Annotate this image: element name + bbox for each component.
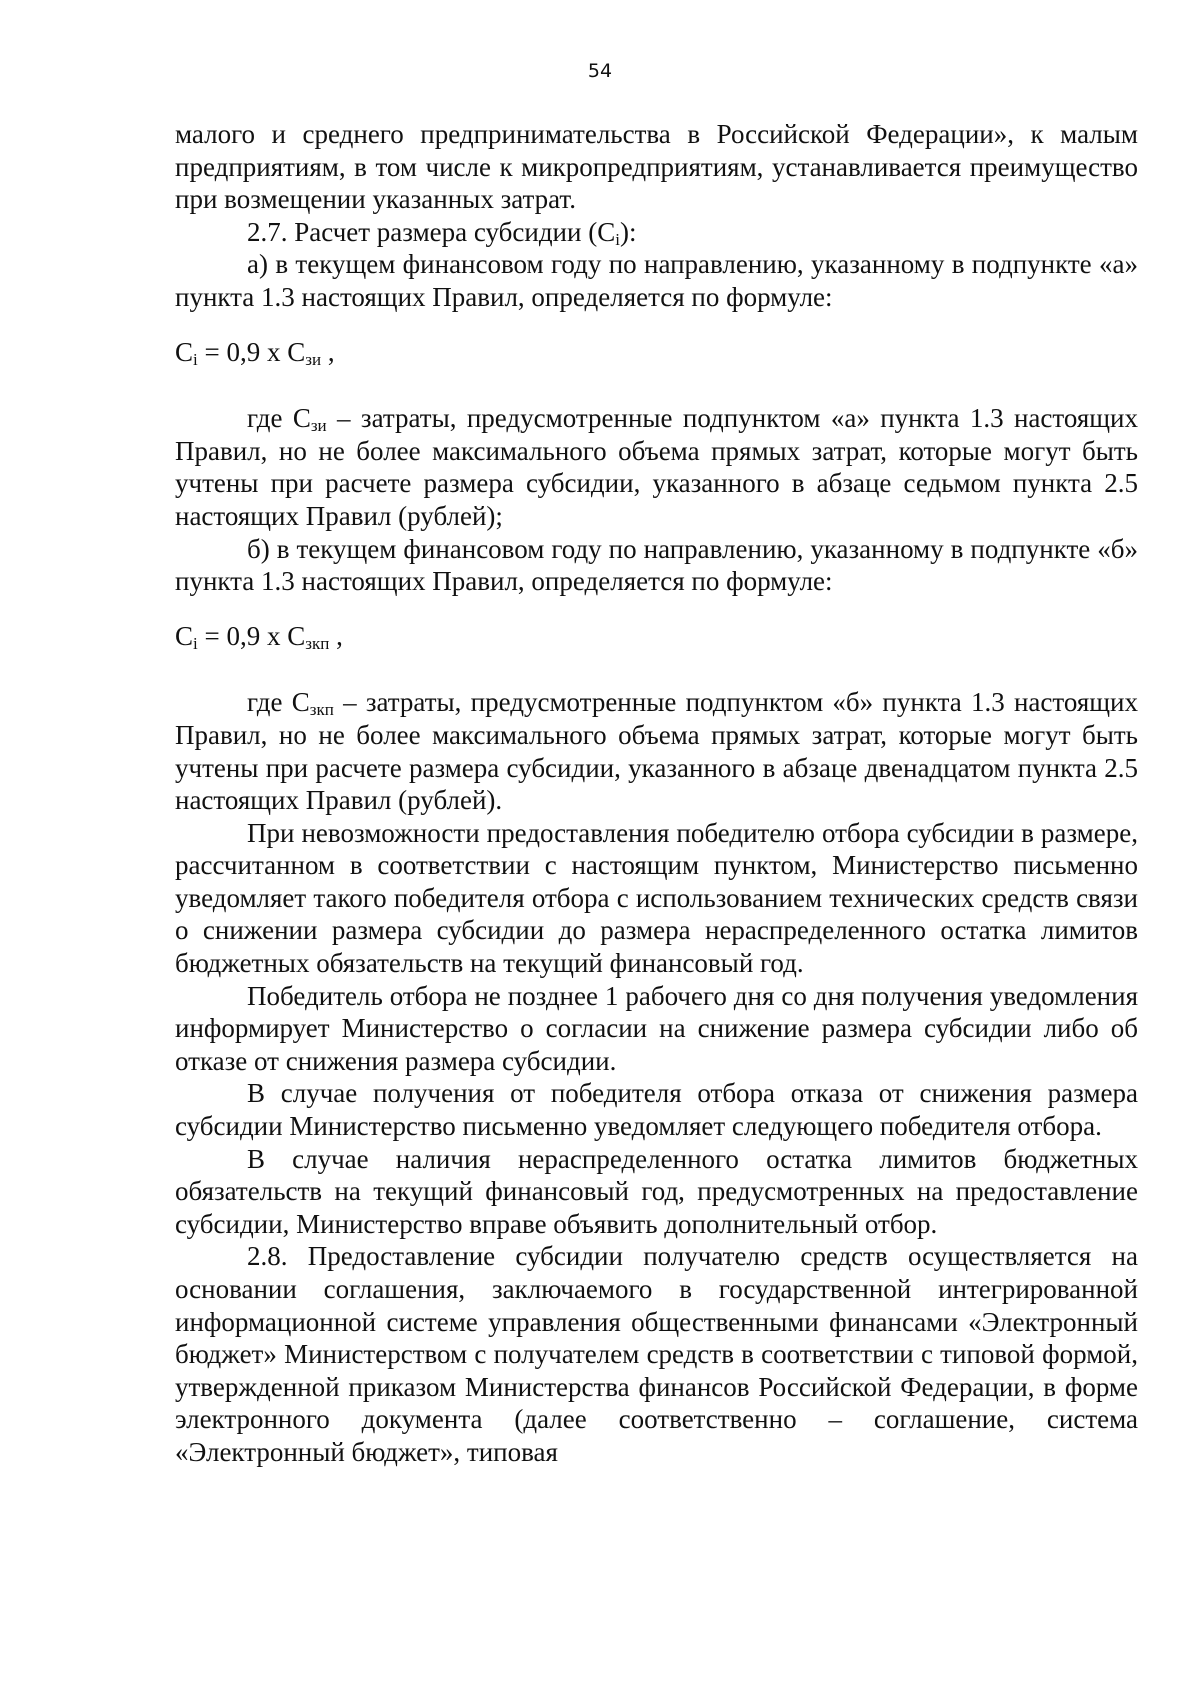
paragraph-continuation: малого и среднего предпринимательства в Российской Федерации», к малым предприятиям, в том числе к микропредприятиям, устанавливается преимущество при возмещении указанных затрат. [175, 119, 1138, 215]
heading-subscript: i [615, 229, 620, 249]
paragraph-definition-szkp [175, 686, 1138, 816]
definition-prefix: где С [247, 687, 310, 718]
definition-text: – затраты, предусмотренные подпунктом «б» пункта 1.3 настоящих Правил, но не более максимального объема прямых затрат, которые могут быть учтены при расчете размера субсидии, указанного в абзаце двенадцатом пункта 2.5 настоящих Правил (рублей). [175, 687, 1138, 816]
formula-1-lhs: С [175, 336, 194, 367]
formula-2-rhs-subscript: зкп [305, 633, 330, 653]
paragraph-winner-notice: Победитель отбора не позднее 1 рабочего дня со дня получения уведомления информирует Министерство о согласии на снижение размера субсидии либо об отказе от снижения размера субсидии. [175, 980, 1138, 1076]
paragraph-additional-selection: В случае наличия нераспределенного остатка лимитов бюджетных обязательств на текущий финансовый год, предусмотренных на предоставление субсидии, Министерство вправе объявить дополнительный отбор. [175, 1143, 1138, 1239]
definition-prefix: где С [247, 403, 311, 434]
paragraph-definition-szi [175, 402, 1138, 532]
formula-1 [175, 336, 1138, 369]
heading-suffix: ): [619, 216, 637, 247]
section-2-8-paragraph: 2.8. Предоставление субсидии получателю средств осуществляется на основании соглашения, заключаемого в государственной интегрированной информационной системе управления общественными финансами «Электронный бюджет» Министерством с получателем средств в соответствии с типовой формой, утвержденной приказом Министерства финансов Российской Федерации, в форме электронного документа (далее соответственно – соглашение, система «Электронный бюджет», типовая [175, 1241, 1138, 1467]
formula-2-lhs: С [175, 620, 194, 651]
formula-2-expression: = 0,9 х С [197, 620, 306, 651]
definition-subscript: зкп [309, 700, 334, 720]
paragraph-item-b: б) в текущем финансовом году по направлению, указанному в подпункте «б» пункта 1.3 настоящих Правил, определяется по формуле: [175, 533, 1138, 597]
definition-text: – затраты, предусмотренные подпунктом «а» пункта 1.3 настоящих Правил, но не более максимального объема прямых затрат, которые могут быть учтены при расчете размера субсидии, указанного в абзаце седьмом пункта 2.5 настоящих Правил (рублей); [175, 403, 1138, 531]
document-body [175, 118, 1138, 1469]
formula-1-lhs-subscript: i [193, 349, 198, 369]
paragraph-item-a: а) в текущем финансовом году по направлению, указанному в подпункте «а» пункта 1.3 настоящих Правил, определяется по формуле: [175, 249, 1138, 312]
page-number: 54 [587, 60, 613, 82]
formula-1-rhs-subscript: зи [305, 349, 322, 369]
formula-2-lhs-subscript: i [193, 633, 198, 653]
definition-subscript: зи [310, 416, 327, 436]
formula-1-expression: = 0,9 х С [197, 336, 306, 367]
paragraph-refusal: В случае получения от победителя отбора отказа от снижения размера субсидии Министерство письменно уведомляет следующего победителя отбора. [175, 1078, 1138, 1142]
formula-2 [175, 620, 1138, 653]
paragraph-impossibility: При невозможности предоставления победителю отбора субсидии в размере, рассчитанном в соответствии с настоящим пунктом, Министерство письменно уведомляет такого победителя отбора с использованием технических средств связи о снижении размера субсидии до размера нераспределенного остатка лимитов бюджетных обязательств на текущий финансовый год. [175, 817, 1138, 979]
formula-1-tail: , [321, 336, 335, 367]
formula-2-tail: , [329, 620, 343, 651]
heading-text: 2.7. Расчет размера субсидии (С [247, 216, 616, 247]
section-2-7-heading [175, 216, 1138, 249]
